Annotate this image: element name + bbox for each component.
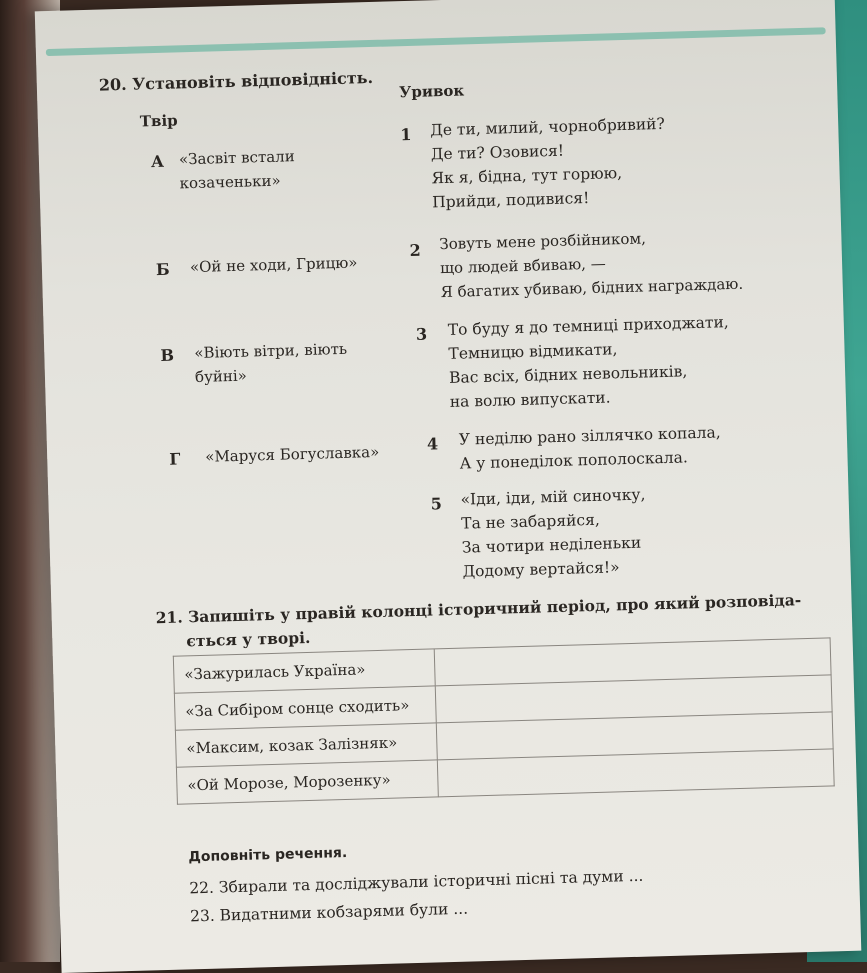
history-table — [173, 637, 835, 804]
excerpt-line: на волю випускати. — [449, 388, 611, 411]
excerpt-line: За чотири неділеньки — [461, 533, 642, 557]
excerpt-line: Темницю відмикати, — [448, 340, 618, 363]
excerpt-number: 3 — [415, 324, 428, 344]
song-title: «Максим, козак Залізняк» — [175, 723, 437, 767]
excerpt-text — [460, 478, 803, 583]
work-title: «Засвіт встали козаченьки» — [178, 147, 295, 193]
work-title: «Віють вітри, віють буйні» — [194, 339, 348, 387]
excerpt-line: Де ти, милий, чорнобривий? — [429, 114, 666, 140]
q21-title-cont: ється у творі. — [186, 627, 311, 651]
excerpt-line: Я багатих убиваю, бідних награждаю. — [440, 274, 744, 302]
excerpt-line: Зовуть мене розбійником, — [439, 229, 647, 254]
complete-instruction: Доповніть речення. — [188, 844, 348, 866]
q20-number: 20. — [98, 74, 127, 95]
q22-sentence: 22. Збирали та досліджували історичні пісні та думи ... — [189, 866, 644, 898]
excerpt-line: А у понеділок пополоскала. — [459, 448, 689, 473]
excerpt-line: Де ти? Озовися! — [430, 141, 565, 164]
col-head-excerpt: Уривок — [398, 81, 465, 102]
excerpt-line: Як я, бідна, тут горюю, — [431, 164, 623, 188]
song-title: «Зажурилась Україна» — [173, 649, 435, 693]
q20-title: Установіть відповідність. — [131, 67, 374, 94]
work-letter: В — [160, 345, 175, 365]
work-letter: А — [150, 151, 165, 172]
excerpt-line: У неділю рано зіллячко копала, — [458, 423, 721, 449]
excerpt-line: що людей вбиваю, — — [439, 254, 606, 278]
work-letter: Г — [169, 449, 181, 469]
excerpt-number: 5 — [430, 494, 443, 514]
excerpt-text — [459, 418, 800, 475]
excerpt-text — [439, 223, 781, 304]
excerpt-text — [447, 308, 790, 413]
excerpt-number: 2 — [409, 240, 421, 260]
q21-heading — [155, 590, 801, 627]
excerpt-number: 1 — [400, 124, 412, 145]
col-head-work: Твір — [139, 111, 178, 131]
work-title: «Маруся Богуславка» — [205, 442, 380, 466]
excerpt-line: «Іди, іди, мій синочку, — [460, 485, 646, 509]
textbook-page — [35, 0, 862, 973]
excerpt-number: 4 — [426, 434, 439, 454]
excerpt-line: Та не забаряйся, — [460, 510, 601, 533]
q21-number: 21. — [155, 607, 183, 628]
excerpt-line: Прийди, подивися! — [431, 188, 590, 212]
work-title: «Ой не ходи, Грицю» — [189, 253, 358, 277]
excerpt-line: Вас всіх, бідних невольників, — [448, 362, 688, 387]
song-title: «За Сибіром сонце сходить» — [174, 686, 436, 730]
header-rule — [46, 27, 826, 56]
q23-sentence: 23. Видатними кобзарями були ... — [189, 899, 469, 926]
q21-title: Запишіть у правій колонці історичний період, про який розповіда- — [187, 590, 802, 627]
excerpt-line: То буду я до темниці приходжати, — [447, 313, 729, 339]
excerpt-line: Додому вертайся!» — [462, 558, 620, 581]
song-title: «Ой Морозе, Морозенку» — [176, 760, 438, 804]
work-letter: Б — [155, 259, 170, 280]
q20-heading — [99, 68, 374, 95]
excerpt-text — [430, 109, 773, 214]
